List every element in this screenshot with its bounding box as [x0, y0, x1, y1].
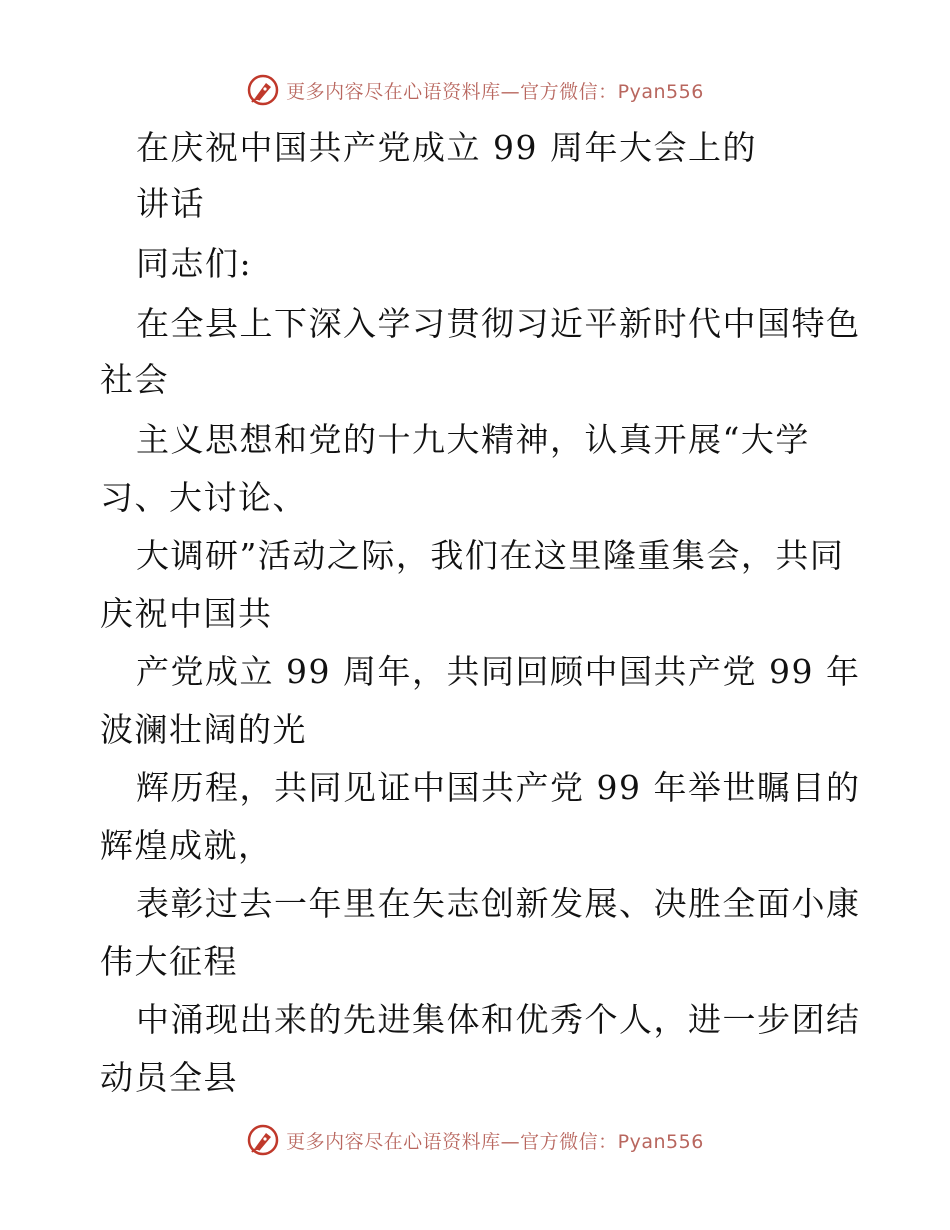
paragraph-line: 表彰过去一年里在矢志创新发展、决胜全面小康: [136, 884, 861, 923]
salutation-line: 同志们:: [136, 244, 253, 283]
paragraph-line: 大调研”活动之际，我们在这里隆重集会，共同: [136, 536, 845, 575]
document-title-line-1: 在庆祝中国共产党成立 99 周年大会上的: [136, 128, 757, 167]
pen-nib-logo-icon: [246, 73, 280, 107]
paragraph-line: 伟大征程: [100, 942, 238, 981]
footer-banner: [0, 1120, 950, 1160]
paragraph-line: 主义思想和党的十九大精神，认真开展“大学: [136, 420, 810, 459]
paragraph-line: 波澜壮阔的光: [100, 710, 307, 749]
document-title-line-2: 讲话: [136, 184, 205, 223]
paragraph-line: 习、大讨论、: [100, 478, 307, 517]
paragraph-line: 庆祝中国共: [100, 594, 273, 633]
footer-banner-text: 更多内容尽在心语资料库—官方微信：Pyan556: [286, 1130, 704, 1153]
paragraph-line: 在全县上下深入学习贯彻习近平新时代中国特色: [136, 304, 861, 343]
paragraph-line: 中涌现出来的先进集体和优秀个人，进一步团结: [136, 1000, 861, 1039]
header-banner: [0, 70, 950, 110]
paragraph-line: 产党成立 99 周年，共同回顾中国共产党 99 年: [136, 652, 861, 691]
pen-nib-logo-icon: [246, 1123, 280, 1157]
paragraph-line: 社会: [100, 360, 169, 399]
paragraph-line: 辉煌成就，: [100, 826, 273, 865]
paragraph-line: 动员全县: [100, 1058, 238, 1097]
paragraph-line: 辉历程，共同见证中国共产党 99 年举世瞩目的: [136, 768, 861, 807]
header-banner-text: 更多内容尽在心语资料库—官方微信：Pyan556: [286, 80, 704, 103]
